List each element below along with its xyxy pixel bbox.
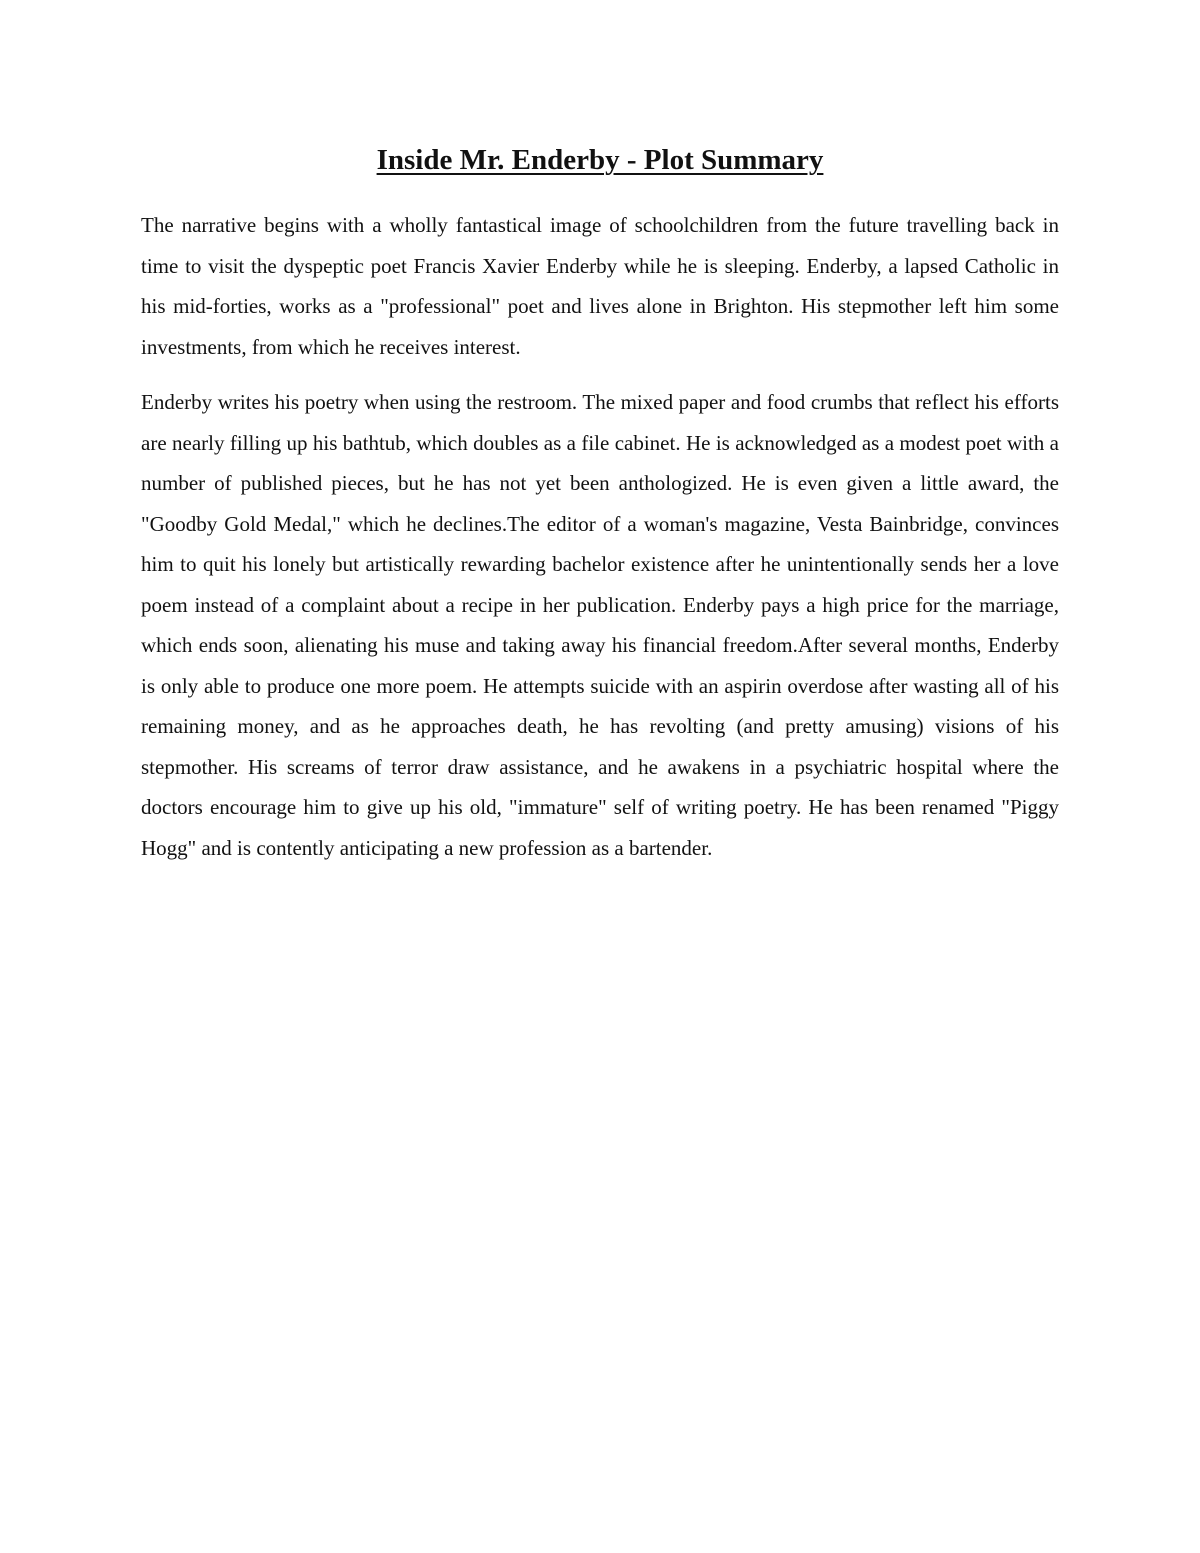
paragraph-plot: Enderby writes his poetry when using the restroom. The mixed paper and food crumbs that reflect his efforts are nearly filling up his bathtub, which doubles as a file cabinet. He is acknowledged as a modest poet with a number of published pieces, but he has not yet been anthologized. He is even given a little award, the "Goodby Gold Medal," which he declines.The editor of a woman's magazine, Vesta Bainbridge, convinces him to quit his lonely but artistically rewarding bachelor existence after he unintentionally sends her a love poem instead of a complaint about a recipe in her publication. Enderby pays a high price for the marriage, which ends soon, alienating his muse and taking away his financial freedom.After several months, Enderby is only able to produce one more poem. He attempts suicide with an aspirin overdose after wasting all of his remaining money, and as he approaches death, he has revolting (and pretty amusing) visions of his stepmother. His screams of terror draw assistance, and he awakens in a psychiatric hospital where the doctors encourage him to give up his old, "immature" self of writing poetry. He has been renamed "Piggy Hogg" and is contently anticipating a new profession as a bartender.: [141, 390, 1059, 860]
document-title: Inside Mr. Enderby - Plot Summary: [376, 144, 824, 176]
paragraph-intro: The narrative begins with a wholly fantastical image of schoolchildren from the future travelling back in time to visit the dyspeptic poet Francis Xavier Enderby while he is sleeping. Enderby, a lapsed Catholic in his mid-forties, works as a "professional" poet and lives alone in Brighton. His stepmother left him some investments, from which he receives interest.: [141, 213, 1059, 359]
document-body: [141, 205, 1059, 883]
